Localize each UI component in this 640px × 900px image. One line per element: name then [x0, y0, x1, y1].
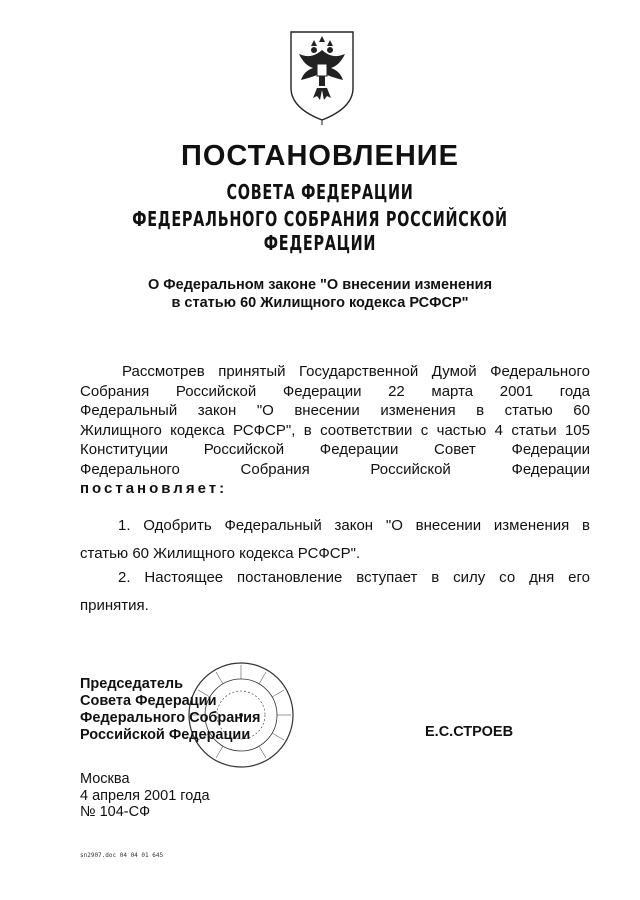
coat-of-arms-icon — [287, 28, 357, 126]
paragraph-line: Собрания Российской Федерации 22 марта 2001 года — [80, 382, 590, 400]
preamble-paragraph — [80, 362, 590, 499]
signatory-title-line: Российской Федерации — [80, 727, 251, 743]
organization-line-1: СОВЕТА ФЕДЕРАЦИИ — [226, 180, 414, 204]
resolves-keyword: постановляет: — [80, 480, 228, 497]
resolution-item-2 — [80, 564, 590, 620]
paragraph-line: Жилищного кодекса РСФСР", в соответствии с частью 4 статьи 105 — [80, 421, 590, 439]
resolution-item-1 — [80, 512, 590, 568]
paragraph-line: Рассмотрев принятый Государственной Думой Федерального — [122, 363, 590, 380]
signatory-title-line: Совета Федерации — [80, 693, 217, 709]
paragraph-line: Федеральный закон "О внесении изменения в статью 60 — [80, 402, 590, 419]
signatory-title-line: Федерального Собрания — [80, 710, 261, 726]
subject-line: О Федеральном законе "О внесении изменения — [147, 277, 493, 293]
document-subject — [0, 276, 640, 312]
signatory-title — [80, 676, 260, 744]
item-line: принятия. — [80, 597, 149, 614]
paragraph-line: Федерального Собрания Российской Федерации — [80, 460, 590, 478]
signatory-name: Е.С.СТРОЕВ — [425, 724, 514, 740]
item-line: статью 60 Жилищного кодекса РСФСР". — [80, 545, 361, 562]
document-title: ПОСТАНОВЛЕНИЕ — [181, 140, 459, 172]
place-date-number — [80, 771, 210, 821]
document-number: № 104-СФ — [80, 804, 151, 820]
item-line: 2. Настоящее постановление вступает в силу со дня его — [118, 569, 590, 586]
file-reference: sn2907.doc 04 04 01 645 — [80, 852, 164, 859]
paragraph-line: Конституции Российской Федерации Совет Федерации — [80, 441, 590, 458]
city: Москва — [80, 771, 130, 787]
signatory-title-line: Председатель — [80, 676, 184, 692]
item-line: 1. Одобрить Федеральный закон "О внесении изменения в — [118, 517, 590, 534]
organization-line-2: ФЕДЕРАЛЬНОГО СОБРАНИЯ РОССИЙСКОЙ ФЕДЕРАЦИИ — [132, 207, 508, 255]
date: 4 апреля 2001 года — [80, 787, 210, 804]
subject-line: в статью 60 Жилищного кодекса РСФСР" — [171, 295, 469, 311]
